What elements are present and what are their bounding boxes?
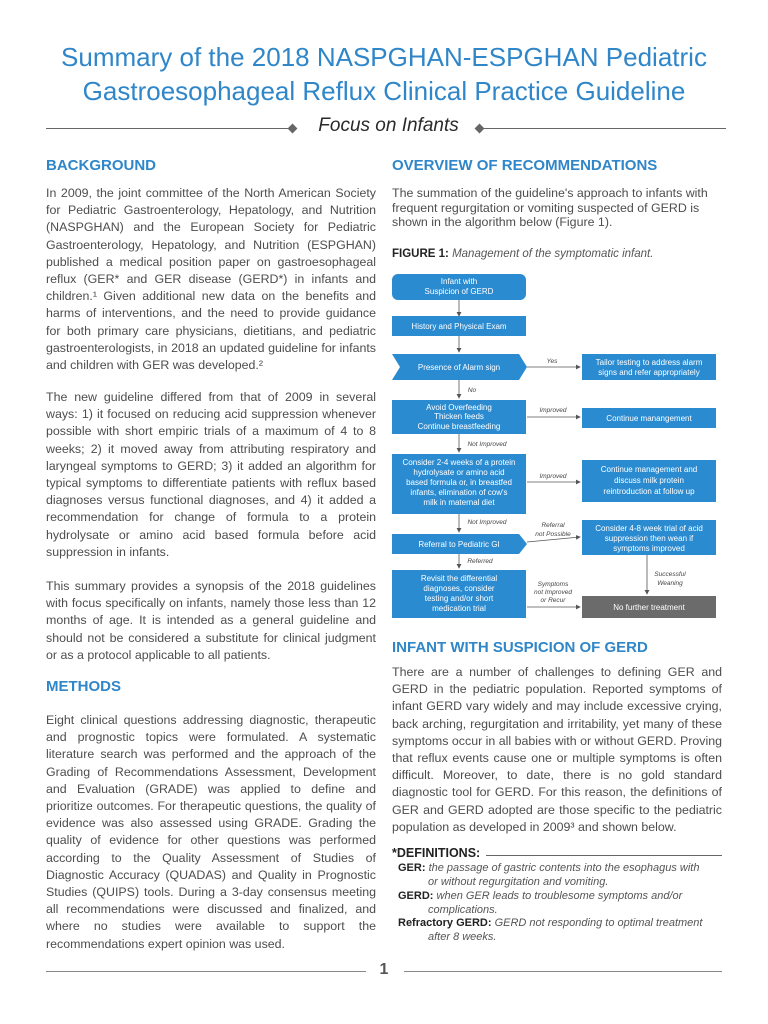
definitions-heading: *DEFINITIONS: (392, 846, 481, 860)
background-heading: BACKGROUND (46, 157, 156, 174)
flow-label-yes: Yes (546, 358, 558, 365)
flow-text: milk in maternal diet (423, 498, 495, 507)
subtitle: Focus on Infants (318, 115, 459, 136)
flow-text: Referral to Pediatric GI (418, 540, 500, 549)
definition-refractory (398, 916, 702, 944)
definition-text: GERD not responding to optimal treatment (494, 917, 703, 929)
flow-text: Continue manangement (606, 414, 692, 423)
flow-text: Revisit the differential (420, 574, 498, 583)
overview-paragraph: The summation of the guideline's approach to infants with frequent regurgitation or vomiting suspected of GERD is shown in the algorithm below (Figure 1). (392, 186, 708, 229)
flow-text: medication trial (432, 604, 486, 613)
flow-text: hydrolysate or amino acid (413, 468, 505, 477)
overview-heading: OVERVIEW OF RECOMMENDATIONS (392, 157, 658, 174)
flow-text: Continue breastfeeding (417, 422, 501, 431)
flow-text: Consider 2-4 weeks of a protein (402, 458, 516, 467)
flow-text: Avoid Overfeeding (426, 403, 492, 412)
flow-text: Presence of Alarm sign (417, 363, 501, 372)
flow-text: Consider 4-8 week trial of acid (595, 524, 703, 533)
flow-label-symptoms: or Recur (540, 597, 566, 604)
definition-term: GER: (398, 862, 426, 874)
flow-text: signs and refer appropriately (598, 368, 700, 377)
definition-ger (398, 861, 699, 889)
flow-text: suppression then wean if (604, 534, 694, 543)
flow-text: symptoms improved (613, 544, 685, 553)
methods-paragraph: Eight clinical questions addressing diagnostic, therapeutic and prognostic topics were formulated. A systematic literature search was performed and the approach of the Grading of Recommendations Assessment, Development and Evaluation (GRADE) was applied to define and prioritize outcomes. For therapeutic questions, the quality of evidence was also assessed using GRADE. Grading the quality of evidence for other questions was performed according to the Quality Assessment of Studies of Diagnostic Accuracy (QUADAS) and Quality in Prognostic Studies (QUIPS) tools. During a 3-day consensus meeting all recommendations were discussed and finalized, and where no studies were available to support the recommendations expert opinion was used. (46, 713, 376, 951)
title-line-2: Gastroesophageal Reflux Clinical Practice Guideline (82, 76, 686, 106)
flow-text: based formula or, in breastfed (406, 478, 512, 487)
flow-label-symptoms: not Improved (534, 589, 572, 596)
figure-caption-text: Management of the symptomatic infant. (452, 248, 654, 260)
flow-label-not-improved: Not Improved (467, 519, 507, 526)
flow-text: History and Physical Exam (411, 322, 507, 331)
flow-text: Suspicion of GERD (424, 287, 494, 296)
definition-text: when GER leads to troublesome symptoms and/or (436, 890, 683, 902)
diamond-icon (288, 124, 298, 134)
flowchart (392, 272, 722, 622)
flow-text: Infant with (440, 277, 478, 286)
definitions-rule (486, 855, 722, 856)
title-line-1: Summary of the 2018 NASPGHAN-ESPGHAN Pediatric (61, 42, 707, 72)
page-title (20, 40, 748, 108)
definition-term: Refractory GERD: (398, 917, 492, 929)
definition-term: GERD: (398, 890, 434, 902)
flow-label-success: Successful (654, 571, 686, 578)
subtitle-rule-right (476, 128, 726, 129)
subtitle-rule-left (46, 128, 296, 129)
methods-heading: METHODS (46, 678, 121, 695)
flow-label-not-improved: Not Improved (467, 441, 507, 448)
flow-label-improved: Improved (539, 407, 567, 414)
infant-heading: INFANT WITH SUSPICION OF GERD (392, 639, 648, 656)
flow-text: No further treatment (613, 603, 685, 612)
definition-text: the passage of gastric contents into the esophagus with (428, 862, 700, 874)
flow-text: Thicken feeds (434, 412, 484, 421)
flow-label-referred: Referred (467, 558, 493, 565)
background-paragraph-2: The new guideline differed from that of 2009 in several ways: 1) it focused on reducing acid suppression whenever possible with short empiric trials of a maximum of 4 to 8 weeks; 2) it moved away from attributing respiratory and laryngeal symptoms to GERD; 3) it added an algorithm for typical symptoms to differentiate patients with reflux based diagnoses versus functional diagnoses, and 4) it added a recommendation for change of formula to a protein hydrolysate or amino acid based formula before acid suppression in infants. (46, 390, 376, 559)
infant-paragraph: There are a number of challenges to defining GER and GERD in the pediatric population. Reported symptoms of infant GERD vary widely and may include excessive crying, back arching, regurgitation and irritability, yet many of these symptoms occur in all babies with or without GERD. Proving that reflux events cause one or multiple symptoms is often difficult. Moreover, to date, there is no gold standard diagnostic tool for GERD. For this reason, the definitions of GER and GERD adopted are those specific to the pediatric population as developed in 2009³ and shown below. (392, 665, 722, 834)
flow-text: diagnoses, consider (423, 584, 495, 593)
flow-label-referral: Referral (541, 522, 565, 529)
flow-label-referral: not Possible (535, 531, 571, 538)
background-paragraph-3: This summary provides a synopsis of the 2018 guidelines with focus specifically on infants, namely those less than 12 months of age. It is intended as a general guideline and should not be considered a substitute for clinical judgment or as a protocol applicable to all patients. (46, 579, 376, 662)
subtitle-row (46, 115, 726, 141)
flow-label-improved: Improved (539, 473, 567, 480)
flow-label-no: No (467, 387, 477, 394)
flow-text: reintroduction at follow up (603, 487, 695, 496)
flow-text: Tailor testing to address alarm (595, 358, 703, 367)
definition-text: complications. (428, 904, 498, 916)
flow-text: testing and/or short (424, 594, 494, 603)
definition-gerd (398, 889, 682, 917)
definition-text: after 8 weeks. (428, 931, 497, 943)
flow-text: discuss milk protein (614, 476, 684, 485)
figure-caption (392, 248, 653, 260)
figure-label: FIGURE 1: (392, 248, 449, 260)
flow-text: infants, elimination of cow's (410, 488, 508, 497)
definition-text: or without regurgitation and vomiting. (428, 876, 609, 888)
footer-rule-left (46, 971, 366, 972)
flow-text: Continue management and (600, 465, 698, 474)
flow-label-symptoms: Symptoms (537, 581, 569, 588)
page-number: 1 (379, 961, 389, 978)
footer-rule-right (404, 971, 722, 972)
flow-label-success: Weaning (657, 580, 683, 587)
background-paragraph-1: In 2009, the joint committee of the North American Society for Pediatric Gastroenterology, Hepatology, and Nutrition (NASPGHAN) and the European Society for Pediatric Gastroenterology, Hepatology, and Nutrition (ESPGHAN) published a medical position paper on gastroesophageal reflux (GER* and GER disease (GERD*) in infants and children.¹ Given additional new data on the benefits and harms of interventions, and the need to provide guidance for both primary care physicians, dietitians, and pediatric gastroenterologists, in 2018 an updated guideline for infants and children with GER was developed.² (46, 186, 376, 373)
